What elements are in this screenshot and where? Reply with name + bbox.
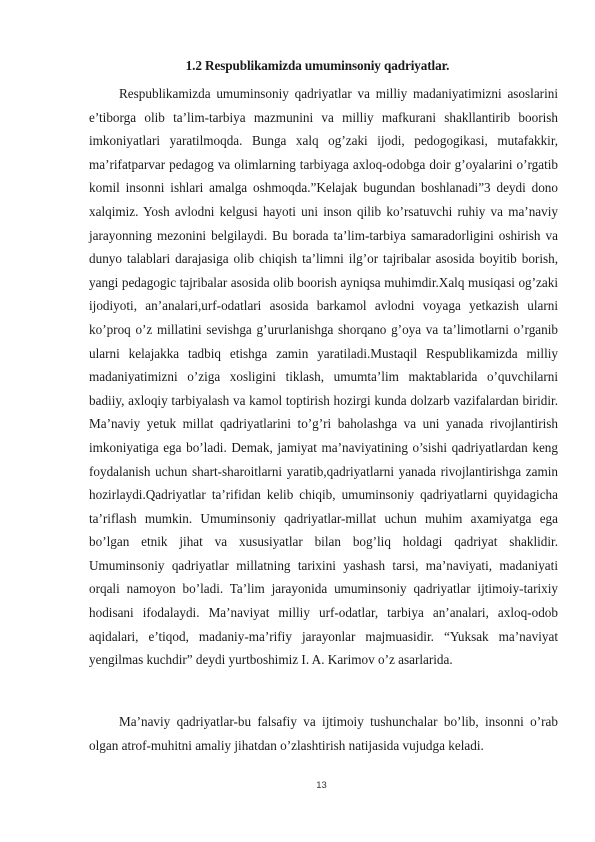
body-paragraph-1: Respublikamizda umuminsoniy qadriyatlar va milliy madaniyatimizni asoslarini e’tiborga olib ta’lim-tarbiya mazmunini va milliy mafkurani shakllantirib boorish imkoniyatlari yaratilmoqda. Bunga xalq og’zaki ijodi, pedogogikasi, mutafakkir, ma’rifatparvar pedagog va olimlarning tarbiyaga axloq-odobga doir g’oyalarini o’rgatib komil insonni ishlari amalga oshmoqda.”Kelajak bugundan boshlanadi”3 deydi dono xalqimiz. Yosh avlodni kelgusi hayoti uni inson qilib ko’rsatuvchi ruhiy va ma’naviy jarayonning mezonini belgilaydi. Bu borada ta’lim-tarbiya samaradorligini oshirish va dunyo talablari darajasiga olib chiqish ta’limni ilg’or tajribalar asosida boyitib borish, yangi pedagogic tajribalar asosida olib boorish ayniqsa muhimdir.Xalq musiqasi og’zaki ijodiyoti, an’analari,urf-odatlari asosida barkamol avlodni voyaga yetkazish ularni ko’proq o’z millatini sevishga g’ururlanishga shorqano g’oya va ta’limotlarni o’rganib ularni kelajakka tadbiq etishga zamin yaratiladi.Mustaqil Respublikamizda milliy madaniyatimizni o’ziga xosligini tiklash, umumta’lim maktablarida o’quvchilarni badiiy, axloqiy tarbiyalash va kamol toptirish hozirgi kunda dolzarb vazifalardan biridir. Ma’naviy yetuk millat qadriyatlarini to’g’ri baholashga va uni yanada rivojlantirish imkoniyatiga ega bo’ladi. Demak, jamiyat ma’naviyatining o’sishi qadriyatlardan keng foydalanish uchun shart-sharoitlarni yaratib,qadriyatlarni yanada rivojlantirishga zamin hozirlaydi.Qadriyatlar ta’rifidan kelib chiqib, umuminsoniy qadriyatlarni quyidagicha ta’riflash mumkin. Umuminsoniy qadriyatlar-millat uchun muhim axamiyatga ega bo’lgan etnik jihat va xususiyatlar bilan bog’liq holdagi qadriyat shaklidir. Umuminsoniy qadriyatlar millatning tarixini yashash tarsi, ma’naviyati, madaniyati orqali namoyon bo’ladi. Ta’lim jarayonida umuminsoniy qadriyatlar ijtimoiy-tarixiy hodisani ifodalaydi. Ma’naviyat milliy urf-odatlar, tarbiya an’analari, axloq-odob aqidalari, e’tiqod, madaniy-ma’rifiy jarayonlar majmuasidir. “Yuksak ma’naviyat yengilmas kuchdir” deydi yurtboshimiz I. A. Karimov o’z asarlarida. [89, 86, 558, 668]
body-paragraph-2: Ma’naviy qadriyatlar-bu falsafiy va ijtimoiy tushunchalar bo’lib, insonni o’rab olgan atrof-muhitni amaliy jihatdan o’zlashtirish natijasida vujudga keladi. [89, 714, 558, 753]
page-number: 13 [316, 780, 327, 791]
section-heading: 1.2 Respublikamizda umuminsoniy qadriyatlar. [185, 58, 450, 73]
